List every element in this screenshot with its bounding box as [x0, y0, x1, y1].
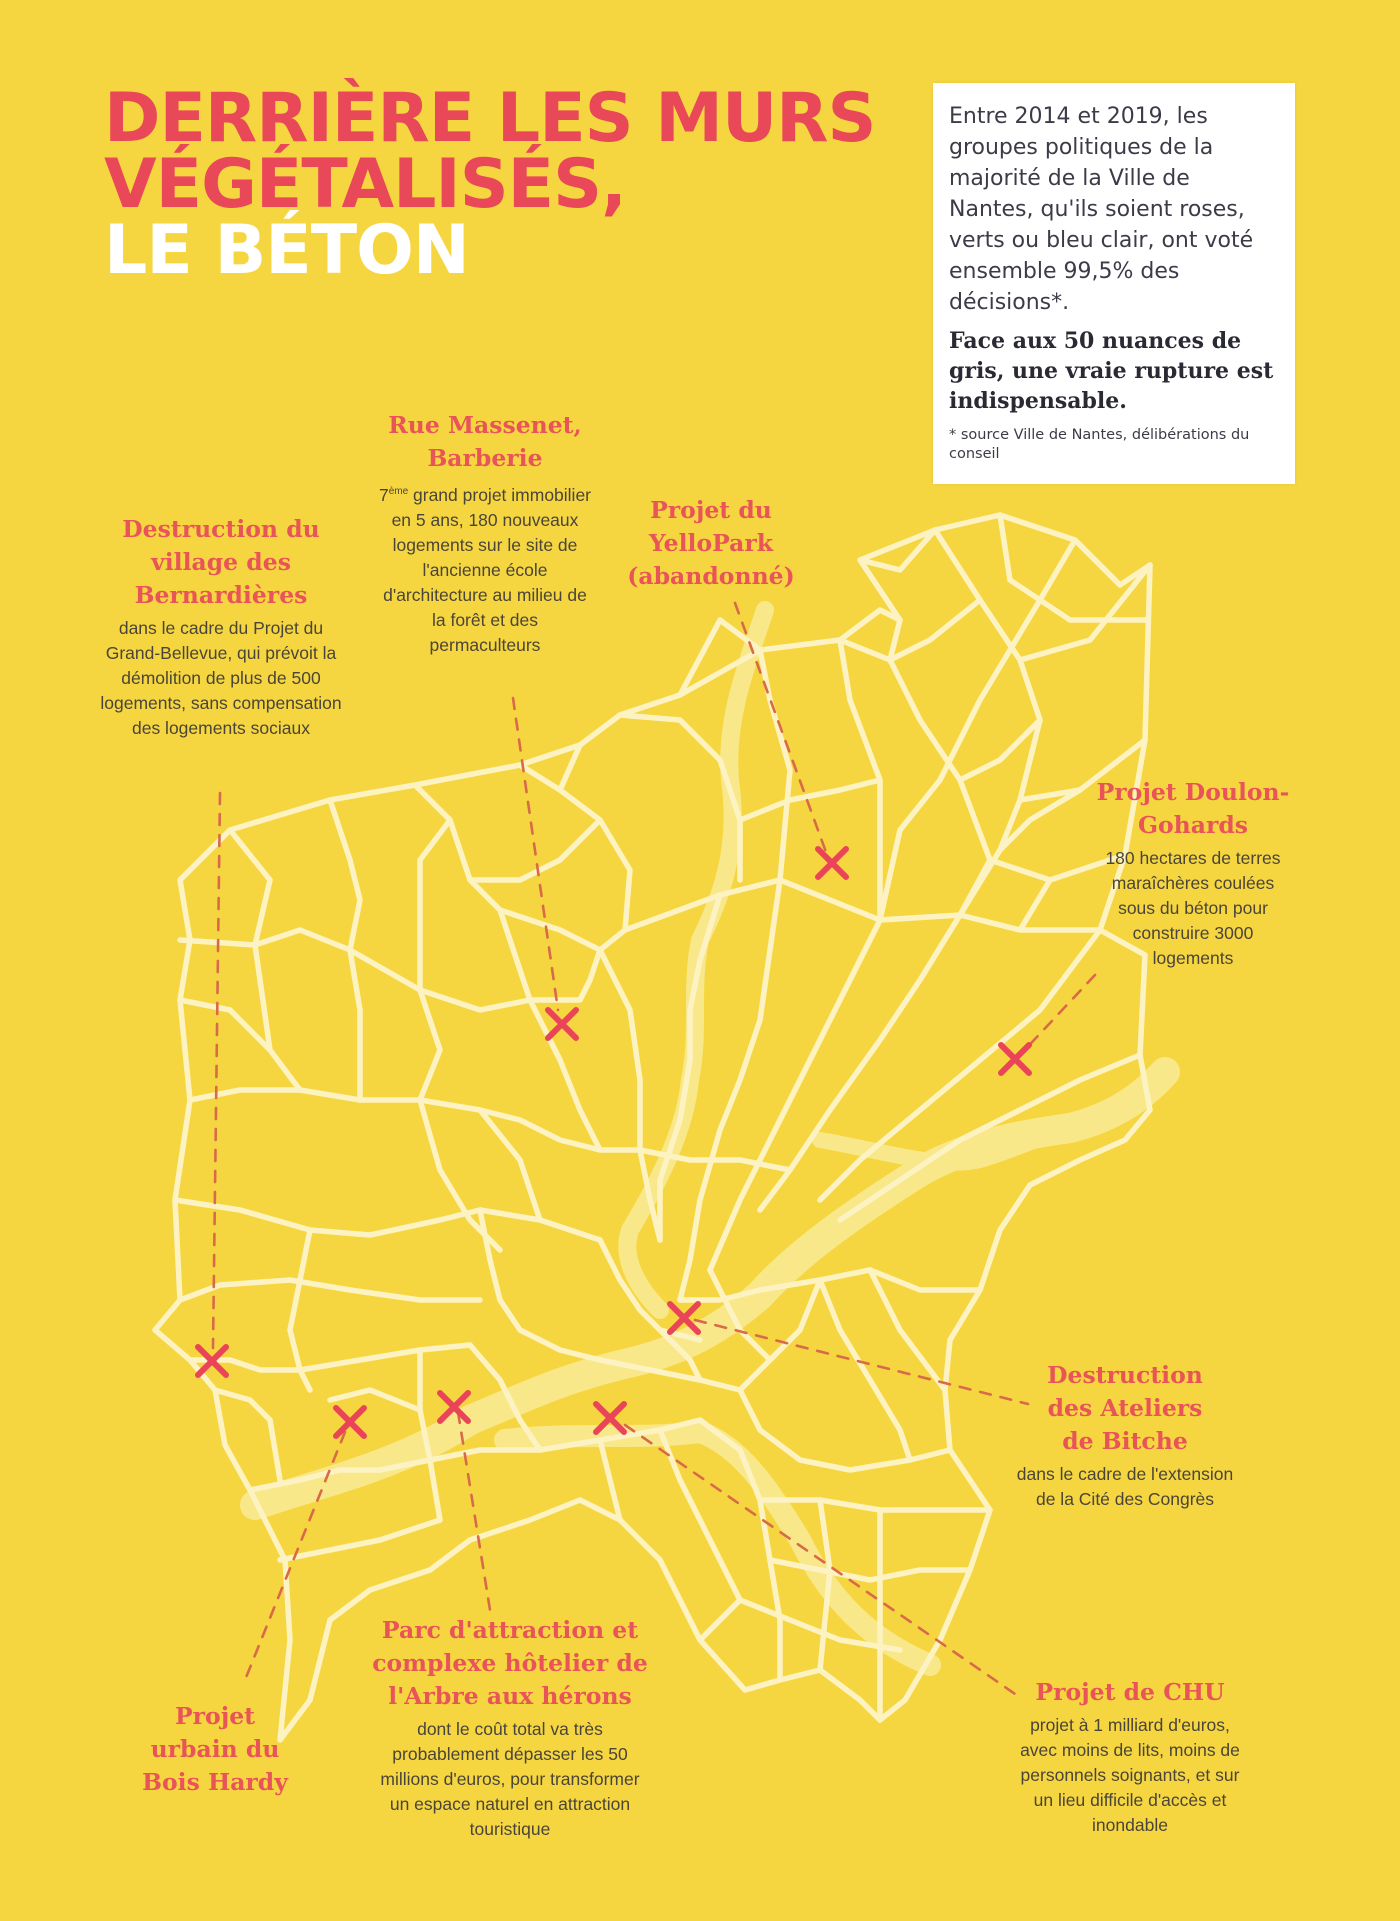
- leader-bitche: [695, 1320, 1028, 1404]
- label-massenet: [375, 409, 595, 658]
- label-chu-desc: projet à 1 milliard d'euros, avec moins de lits, moins de personnels soignants, et sur un lieu difficile d'accès et inondable: [1020, 1715, 1240, 1835]
- label-bitche-title: Destruction des Ateliers de Bitche: [1047, 1361, 1203, 1455]
- label-arbre: [360, 1614, 660, 1842]
- leader-bernardieres: [213, 793, 220, 1348]
- info-box: [933, 83, 1295, 484]
- label-chu-title: Projet de CHU: [1035, 1678, 1225, 1706]
- label-doulon-desc: 180 hectares de terres maraîchères coulées sous du béton pour construire 3000 logements: [1105, 848, 1281, 968]
- label-massenet-desc: [375, 479, 595, 658]
- leader-arbre: [458, 1412, 490, 1610]
- label-bernardieres-title: Destruction du village des Bernardières: [122, 515, 320, 609]
- label-bitche-desc: dans le cadre de l'extension de la Cité des Congrès: [1016, 1464, 1234, 1509]
- info-intro: Entre 2014 et 2019, les groupes politiques de la majorité de la Ville de Nantes, qu'ils soient roses, verts ou bleu clair, ont voté ensemble 99,5% des décisions*.: [949, 104, 1254, 315]
- title-line-2: VÉGÉTALISÉS,: [104, 145, 626, 224]
- label-bernardieres: [92, 513, 350, 741]
- label-chu: [1000, 1676, 1260, 1838]
- marker-yellopark: [818, 849, 846, 877]
- info-footnote: * source Ville de Nantes, délibérations du conseil: [949, 427, 1250, 462]
- label-massenet-sup: ème: [388, 486, 409, 497]
- label-yellopark: [606, 494, 816, 593]
- label-bernardieres-desc: dans le cadre du Projet du Grand-Bellevue, qui prévoit la démolition de plus de 500 logements, sans compensation des logements sociaux: [100, 618, 342, 738]
- page-title: [104, 79, 876, 290]
- label-massenet-number: 7: [378, 484, 389, 505]
- marker-bitche: [670, 1304, 698, 1332]
- title-line-1: DERRIÈRE LES MURS: [104, 79, 876, 158]
- marker-massenet: [548, 1010, 576, 1038]
- label-arbre-title: Parc d'attraction et complexe hôtelier de l'Arbre aux hérons: [372, 1616, 648, 1710]
- label-bois-hardy-title: Projet urbain du Bois Hardy: [142, 1702, 288, 1796]
- info-highlight: Face aux 50 nuances de gris, une vraie rupture est indispensable.: [949, 328, 1274, 414]
- label-massenet-title: Rue Massenet, Barberie: [388, 411, 582, 472]
- label-bitche: [990, 1359, 1260, 1512]
- label-arbre-desc: dont le coût total va très probablement dépasser les 50 millions d'euros, pour transformer un espace naturel en attraction touristique: [380, 1719, 640, 1839]
- title-line-3: LE BÉTON: [104, 211, 469, 290]
- label-bois-hardy: [110, 1700, 320, 1799]
- label-doulon-title: Projet Doulon-Gohards: [1096, 778, 1290, 839]
- marker-bois-hardy: [336, 1408, 364, 1436]
- label-massenet-desc-text: grand projet immobilier en 5 ans, 180 nouveaux logements sur le site de l'ancienne école d'architecture au milieu de la forêt et des permaculteurs: [383, 484, 592, 655]
- marker-doulon: [1001, 1045, 1029, 1073]
- label-doulon: [1058, 776, 1328, 971]
- label-yellopark-title: Projet du YelloPark (abandonné): [627, 496, 795, 590]
